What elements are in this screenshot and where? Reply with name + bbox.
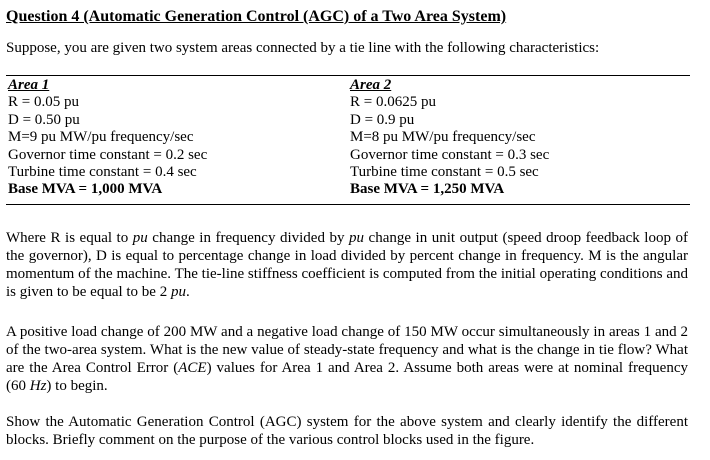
area2-column [350,77,549,199]
table-bottom-rule [6,204,690,205]
area1-header: Area 1 [8,77,50,93]
load-change-paragraph: A positive load change of 200 MW and a negative load change of 150 MW occur simultaneously in areas 1 and 2 of the two-area system. What is the new value of steady-state frequency and what is the change in tie flow? What are the Area Control Error (ACE) values for Area 1 and Area 2. Assume both areas were at nominal frequency (60 Hz) to begin. [6,324,688,394]
area1-row: Turbine time constant = 0.4 sec [8,164,197,181]
table-top-rule [6,75,690,76]
area1-row: Governor time constant = 0.2 sec [8,146,208,163]
area1-row: D = 0.50 pu [8,111,80,128]
area1-row: M=9 pu MW/pu frequency/sec [8,129,194,146]
definitions-paragraph: Where R is equal to pu change in frequency divided by pu change in unit output (speed droop feedback loop of the governor), D is equal to percentage change in load divided by percent change in frequency. M is the angular momentum of the machine. The tie-line stiffness coefficient is computed from the initial operating conditions and is given to be equal to be 2 pu. [6,230,688,300]
area2-row: D = 0.9 pu [350,111,415,128]
area2-row: R = 0.0625 pu [350,94,436,111]
area1-column [8,77,207,199]
area2-row: Turbine time constant = 0.5 sec [350,164,539,181]
agc-diagram-paragraph: Show the Automatic Generation Control (AGC) system for the above system and clearly identify the different blocks. Briefly comment on the purpose of the various control blocks used in the figure. [6,414,688,448]
area2-header: Area 2 [350,77,392,93]
intro-text: Suppose, you are given two system areas connected by a tie line with the following characteristics: [6,40,600,56]
area2-base-mva: Base MVA = 1,250 MVA [350,181,505,198]
area2-row: Governor time constant = 0.3 sec [350,146,550,163]
area1-base-mva: Base MVA = 1,000 MVA [8,181,163,198]
question-title: Question 4 (Automatic Generation Control (AGC) of a Two Area System) [6,8,507,25]
area1-row: R = 0.05 pu [8,94,79,111]
area2-row: M=8 pu MW/pu frequency/sec [350,129,536,146]
